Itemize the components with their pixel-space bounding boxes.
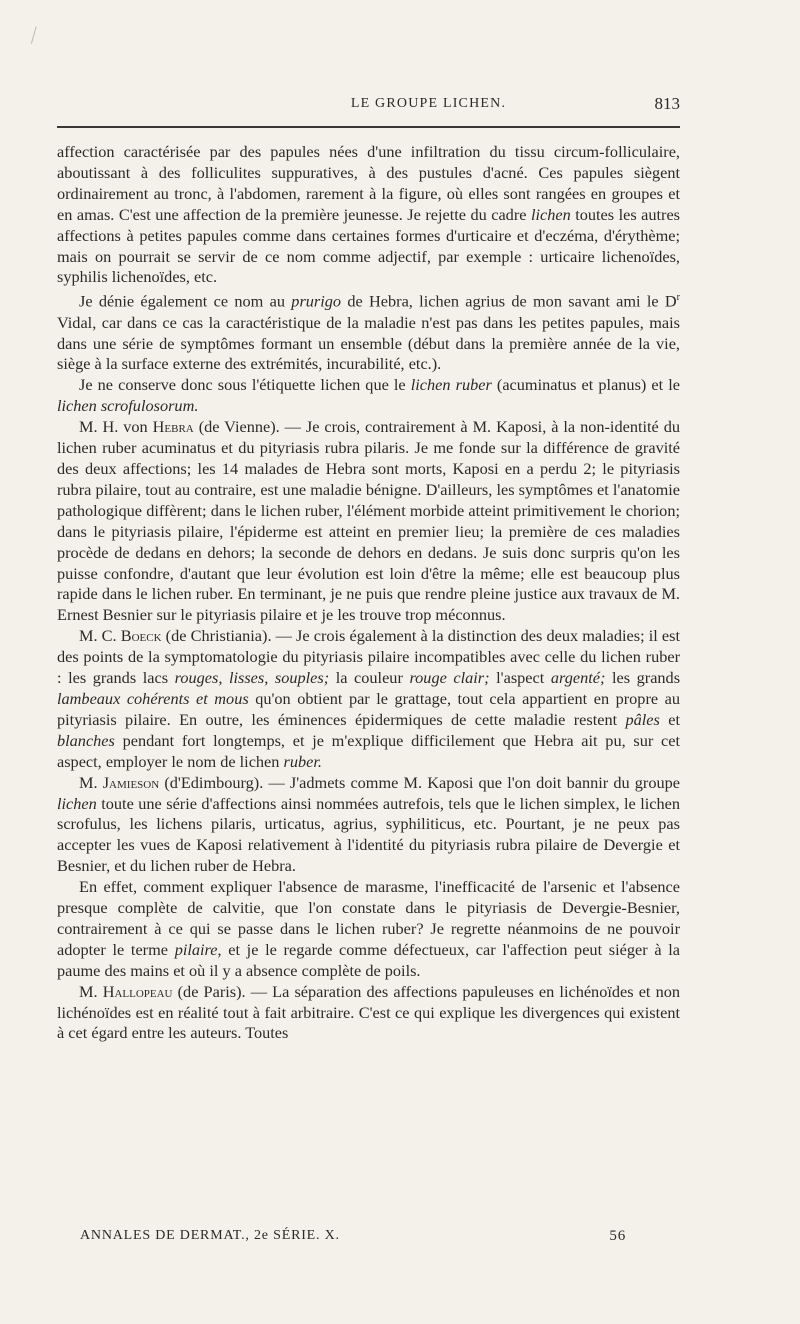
header-rule <box>57 126 680 128</box>
page-number: 813 <box>654 94 680 113</box>
italic-text: lambeaux cohérents et mous <box>57 688 249 708</box>
text-run: qu'on obtient par le grattage, tout cela appartient en propre au pityriasis pilaire. En outre, les éminences épidermiques de cette maladie restent <box>57 688 680 729</box>
body-text <box>57 142 680 1044</box>
text-run: Vidal, car dans ce cas la caractéristique de la maladie n'est pas dans les petites papules, mais dans une série de symptômes formant un ensemble (début dans la première année de la vie, siège à la surface externe des extrémités, incurabilité, etc.). <box>57 312 680 374</box>
text-run: toute une série d'affections ainsi nommées autrefois, tels que le lichen simplex, le lichen scrofulus, les lichens pilaris, urticatus, agrius, syphiliticus, etc. Pourtant, je ne peux pas accepter les vues de Kaposi relativement à l'identité du pityriasis rubra pilaire de Devergie et Besnier, et du lichen ruber de Hebra. <box>57 793 680 876</box>
text-run: M. <box>79 981 103 1001</box>
paragraph <box>57 375 680 417</box>
paragraph <box>57 982 680 1045</box>
text-run: l'aspect <box>489 668 551 688</box>
paragraph <box>57 288 680 375</box>
text-run: toutes les autres affections à petites papules comme dans certaines formes d'urticaire et d'eczéma, d'érythème; mais on pourrait se servir de ce nom comme adjectif, par exemple : urticaire lichenoïdes, syphilis lichenoïdes, etc. <box>57 204 681 287</box>
text-run: M. C. <box>79 626 121 646</box>
text-run: Je dénie également ce nom au <box>79 291 292 311</box>
text-run: , et je le regarde comme défectueux, car l'affection peut siéger à la paume des mains et où il y a absence complète de poils. <box>57 939 680 980</box>
text-run: (d'Edimbourg). — J'admets comme M. Kaposi que l'on doit bannir du groupe <box>159 772 680 792</box>
running-title: LE GROUPE LICHEN. <box>350 96 507 111</box>
italic-text: lichen scrofulosorum. <box>57 396 199 416</box>
text-run: M. H. von <box>79 417 153 437</box>
running-header <box>57 96 680 118</box>
italic-text: pilaire <box>174 939 218 959</box>
paragraph <box>57 417 680 626</box>
italic-text: rouges, lisses, souples; <box>174 668 330 688</box>
paragraph <box>57 626 680 772</box>
paragraph <box>57 877 680 982</box>
text-run: (de Paris). — La séparation des affections papuleuses en lichénoïdes et non lichénoïdes est en réalité tout à fait arbitraire. C'est ce qui explique les divergences qui existent à cet égard entre les auteurs. Toutes <box>57 981 681 1043</box>
text-run: les grands <box>605 668 681 688</box>
ink-mark-icon: ⁄ <box>27 22 40 48</box>
text-run: M. <box>79 772 103 792</box>
italic-text: argenté; <box>550 668 606 688</box>
italic-text: lichen <box>530 204 571 224</box>
text-run: et <box>659 709 680 729</box>
italic-text: lichen <box>57 793 97 813</box>
speaker-name: Jamieson <box>102 772 160 792</box>
text-run: de Hebra, lichen agrius de mon savant ami le D <box>341 291 677 311</box>
speaker-name: Boeck <box>120 626 162 646</box>
italic-text: blanches <box>57 730 115 750</box>
paragraph <box>57 142 680 288</box>
text-run: (de Vienne). — Je crois, contrairement à M. Kaposi, à la non-identité du lichen ruber acuminatus et du pityriasis rubra pilaris. Je me fonde sur la différence de gravité des deux affections; les 14 malades de Hebra sont morts, Kaposi en a perdu 2; le pityriasis rubra pilaire, tout au contraire, est une maladie bénigne. D'ailleurs, les symptômes et l'anatomie pathologique diffèrent; dans le lichen ruber, l'élément morbide atteint primitivement le chorion; dans le pityriasis pilaire, l'épiderme est atteint en premier lieu; la première de ces maladies procède de dedans en dehors; la seconde de dehors en dedans. Je suis donc surpris qu'on les puisse confondre, d'autant que leur évolution est loin d'être la même; elle est beaucoup plus rapide dans le lichen ruber. En terminant, je ne puis que rendre pleine justice aux travaux de M. Ernest Besnier sur le pityriasis pilaire et je les trouve trop méconnus. <box>57 417 680 625</box>
paragraph <box>57 773 680 878</box>
text-run: affection caractérisée par des papules nées d'une infiltration du tissu circum-folliculaire, aboutissant à des folliculites suppuratives, à des pustules d'acné. Ces papules siègent ordinairement au tronc, à l'abdomen, rarement à la figure, où elles sont rangées en groupes et en amas. C'est une affection de la première jeunesse. Je rejette du cadre <box>57 142 680 224</box>
italic-text: rouge clair; <box>409 668 490 688</box>
signature-number: 56 <box>609 1228 626 1244</box>
italic-text: pâles <box>625 709 660 729</box>
text-run: pendant fort longtemps, et je m'explique difficilement que Hebra ait pu, sur cet aspect, employer le nom de lichen <box>57 730 680 771</box>
superscript-text: r <box>676 292 681 304</box>
text-run: la couleur <box>329 668 410 688</box>
text-run: (acuminatus et planus) et le <box>491 375 681 395</box>
italic-text: ruber. <box>283 751 322 771</box>
italic-text: prurigo <box>291 291 342 311</box>
speaker-name: Hebra <box>152 417 194 437</box>
journal-signature: ANNALES DE DERMAT., 2e SÉRIE. X. <box>80 1228 340 1243</box>
italic-text: lichen ruber <box>410 375 492 395</box>
text-run: Je ne conserve donc sous l'étiquette lichen que le <box>79 375 411 395</box>
speaker-name: Hallopeau <box>102 981 173 1001</box>
text-run: En effet, comment expliquer l'absence de marasme, l'inefficacité de l'arsenic et l'absence presque complète de calvitie, que l'on constate dans le pityriasis de Devergie-Besnier, contrairement à ce qui se passe dans le lichen ruber? Je regrette néanmoins de ne pouvoir adopter le terme <box>57 877 680 959</box>
text-run: (de Christiania). — Je crois également à la distinction des deux maladies; il est des points de la symptomatologie du pityriasis pilaire incompatibles avec celle du lichen ruber : les grands lacs <box>57 626 680 688</box>
